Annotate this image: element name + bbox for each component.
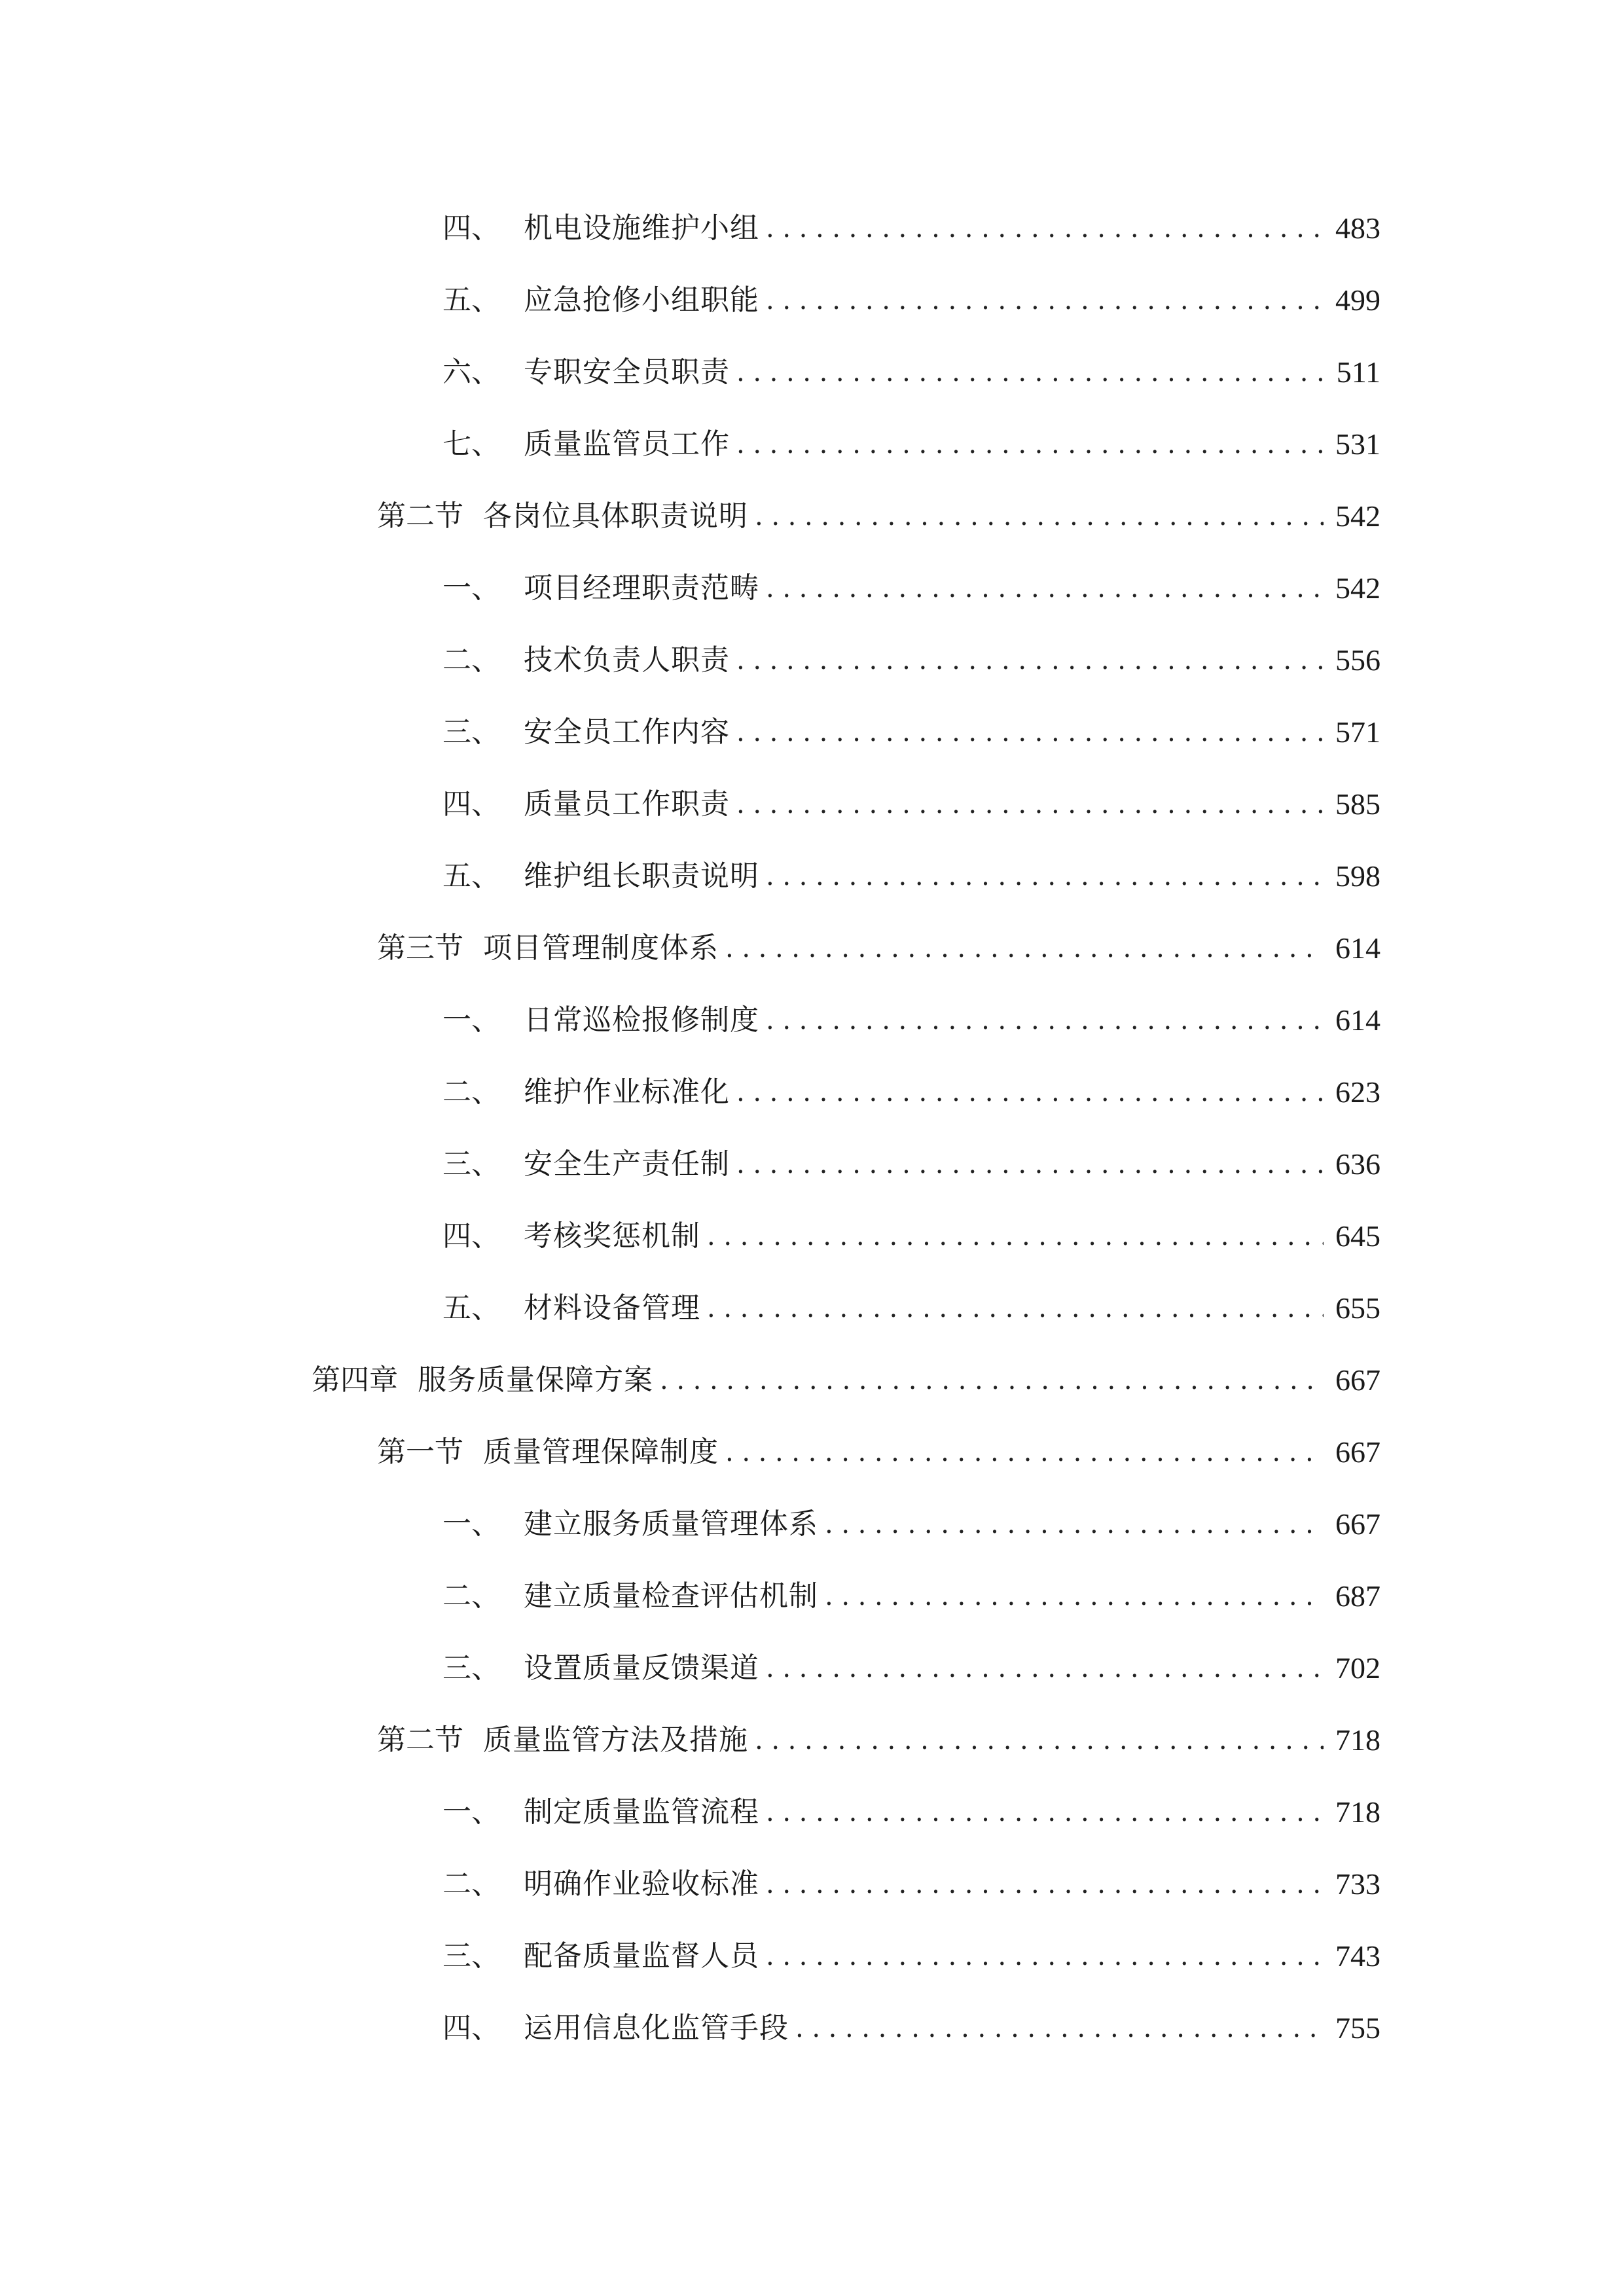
toc-entry-section[interactable] [377,490,1380,543]
toc-entry-number: 第一节 [377,1435,463,1469]
toc-entry-page: 598 [1335,859,1380,893]
toc-entry-number: 三、 [442,1939,500,1973]
toc-entry[interactable] [442,1786,1380,1839]
toc-entry[interactable] [442,1642,1380,1695]
toc-entry-page: 614 [1335,931,1380,965]
toc-entry-title: 质量监管方法及措施 [483,1723,748,1757]
toc-entry-number: 六、 [442,355,500,389]
dot-leader [736,346,1325,399]
toc-entry-number: 第四章 [312,1363,398,1397]
toc-entry[interactable] [442,706,1380,759]
toc-entry[interactable] [442,1282,1380,1335]
dot-leader [825,1498,1324,1551]
toc-entry-title: 项目管理制度体系 [483,931,719,965]
toc-entry[interactable] [442,1570,1380,1623]
toc-entry-number: 四、 [442,787,500,821]
toc-entry[interactable] [442,850,1380,903]
toc-entry-number: 第二节 [377,1723,463,1757]
dot-leader [736,634,1324,687]
toc-entry-number: 二、 [442,643,500,677]
toc-entry-title: 技术负责人职责 [524,643,730,677]
dot-leader [825,1570,1324,1623]
dot-leader [736,778,1324,831]
toc-entry-number: 第三节 [377,931,463,965]
toc-entry-page: 755 [1335,2011,1380,2045]
dot-leader [725,922,1324,975]
toc-entry-page: 667 [1335,1507,1380,1541]
dot-leader [707,1210,1324,1263]
toc-entry-title: 安全员工作内容 [524,715,730,749]
dot-leader [766,994,1324,1047]
toc-entry-page: 667 [1335,1435,1380,1469]
dot-leader [766,274,1324,327]
toc-entry-page: 667 [1335,1363,1380,1397]
toc-entry[interactable] [442,346,1380,399]
toc-entry-title: 运用信息化监管手段 [524,2011,789,2045]
toc-entry[interactable] [442,778,1380,831]
toc-entry-page: 499 [1335,283,1380,317]
toc-entry-number: 五、 [442,283,500,317]
dot-leader [736,706,1324,759]
dot-leader [725,1426,1324,1479]
toc-entry[interactable] [442,1138,1380,1191]
toc-entry-number: 一、 [442,1507,500,1541]
toc-entry-title: 应急抢修小组职能 [524,283,759,317]
toc-entry-title: 质量员工作职责 [524,787,730,821]
toc-entry-title: 专职安全员职责 [524,355,730,389]
toc-entry-number: 七、 [442,427,500,461]
toc-entry-title: 配备质量监督人员 [524,1939,759,1973]
toc-entry-number: 一、 [442,1795,500,1829]
toc-entry-page: 687 [1335,1579,1380,1613]
toc-entry-title: 质量监管员工作 [524,427,730,461]
toc-entry-section[interactable] [377,922,1380,975]
dot-leader [766,1858,1324,1910]
toc-entry-number: 二、 [442,1075,500,1109]
toc-entry-page: 542 [1335,571,1380,605]
toc-entry[interactable] [442,2002,1380,2054]
toc-entry-page: 542 [1335,499,1380,533]
toc-entry-title: 各岗位具体职责说明 [483,499,748,533]
toc-entry-number: 三、 [442,1651,500,1685]
dot-leader [755,490,1324,543]
toc-entry[interactable] [442,274,1380,327]
toc-entry-number: 四、 [442,1219,500,1253]
toc-entry[interactable] [442,994,1380,1047]
toc-entry-title: 日常巡检报修制度 [524,1003,759,1037]
toc-entry[interactable] [442,1498,1380,1551]
toc-entry-page: 556 [1335,643,1380,677]
toc-entry[interactable] [442,1858,1380,1910]
toc-entry-page: 571 [1335,715,1380,749]
toc-entry-number: 一、 [442,1003,500,1037]
toc-entry-page: 483 [1335,211,1380,245]
toc-entry-page: 511 [1336,355,1380,389]
toc-entry-title: 维护作业标准化 [524,1075,730,1109]
dot-leader [766,1642,1324,1695]
toc-entry-chapter[interactable] [312,1354,1380,1407]
toc-entry-number: 五、 [442,859,500,893]
toc-entry-number: 二、 [442,1867,500,1901]
toc-entry-page: 636 [1335,1147,1380,1181]
dot-leader [755,1714,1324,1767]
toc-entry[interactable] [442,634,1380,687]
toc-entry[interactable] [442,562,1380,615]
dot-leader [736,418,1324,471]
toc-entry-page: 623 [1335,1075,1380,1109]
toc-entry-number: 第二节 [377,499,463,533]
toc-entry-number: 三、 [442,1147,500,1181]
dot-leader [736,1066,1324,1119]
toc-entry[interactable] [442,1066,1380,1119]
toc-entry-section[interactable] [377,1426,1380,1479]
toc-entry-page: 645 [1335,1219,1380,1253]
toc-entry-page: 585 [1335,787,1380,821]
toc-entry-page: 655 [1335,1291,1380,1325]
toc-entry[interactable] [442,418,1380,471]
toc-entry-title: 质量管理保障制度 [483,1435,719,1469]
toc-entry-title: 机电设施维护小组 [524,211,759,245]
toc-entry[interactable] [442,202,1380,255]
dot-leader [707,1282,1324,1335]
dot-leader [660,1354,1324,1407]
toc-entry-number: 四、 [442,211,500,245]
toc-entry-page: 733 [1335,1867,1380,1901]
toc-entry-page: 702 [1335,1651,1380,1685]
dot-leader [766,202,1324,255]
dot-leader [766,562,1324,615]
toc-entry-title: 材料设备管理 [524,1291,700,1325]
dot-leader [766,1930,1324,1982]
toc-entry-title: 建立质量检查评估机制 [524,1579,818,1613]
toc-entry-page: 531 [1335,427,1380,461]
toc-entry-title: 设置质量反馈渠道 [524,1651,759,1685]
dot-leader [736,1138,1324,1191]
toc-entry-page: 743 [1335,1939,1380,1973]
toc-entry-section[interactable] [377,1714,1380,1767]
toc-entry-number: 一、 [442,571,500,605]
toc-entry-number: 四、 [442,2011,500,2045]
toc-entry-title: 维护组长职责说明 [524,859,759,893]
toc-entry-title: 服务质量保障方案 [418,1363,653,1397]
toc-entry-title: 考核奖惩机制 [524,1219,700,1253]
toc-entry-title: 项目经理职责范畴 [524,571,759,605]
toc-entry-page: 718 [1335,1723,1380,1757]
toc-entry-title: 安全生产责任制 [524,1147,730,1181]
toc-entry-page: 614 [1335,1003,1380,1037]
toc-entry-number: 三、 [442,715,500,749]
dot-leader [795,2002,1324,2054]
dot-leader [766,1786,1324,1839]
toc-entry-number: 五、 [442,1291,500,1325]
toc-entry-title: 明确作业验收标准 [524,1867,759,1901]
toc-entry-page: 718 [1335,1795,1380,1829]
toc-entry[interactable] [442,1210,1380,1263]
toc-entry-number: 二、 [442,1579,500,1613]
toc-entry[interactable] [442,1930,1380,1982]
toc-entry-title: 建立服务质量管理体系 [524,1507,818,1541]
toc-entry-title: 制定质量监管流程 [524,1795,759,1829]
dot-leader [766,850,1324,903]
